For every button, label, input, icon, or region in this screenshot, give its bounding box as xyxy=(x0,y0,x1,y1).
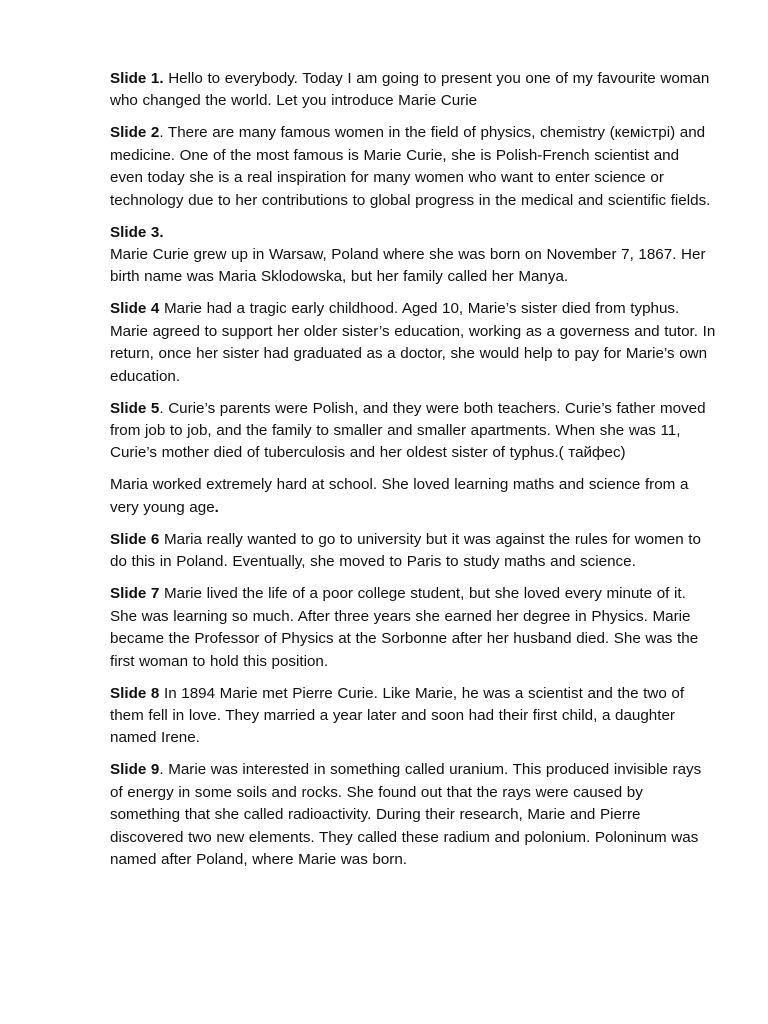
paragraph-text: Maria worked extremely hard at school. She loved learning maths and science from a very young age xyxy=(110,476,689,516)
paragraph-slide-5 xyxy=(110,398,716,465)
paragraph-slide-4 xyxy=(110,298,716,388)
slide-label: Slide 8 xyxy=(110,684,160,702)
paragraph-text: Marie lived the life of a poor college student, but she loved every minute of it. She was learning so much. After three years she earned her degree in Physics. Marie became the Professor of Physics at the Sorbonne after her husband died. She was the first woman to hold this position. xyxy=(110,585,699,670)
paragraph-text: . There are many famous women in the field of physics, chemistry (кемістрі) and medicine. One of the most famous is Marie Curie, she is Polish-French scientist and even today she is a real inspiration for many women who want to enter science or technology due to her contributions to global progress in the medical and scientific fields. xyxy=(110,124,711,209)
slide-label: Slide 1. xyxy=(110,70,164,87)
paragraph-slide-6 xyxy=(110,529,716,574)
paragraph-text: Marie had a tragic early childhood. Aged 10, Marie’s sister died from typhus. Marie agreed to support her older sister’s education, working as a governess and tutor. In return, once her sister had graduated as a doctor, she would help to pay for Marie’s own education. xyxy=(110,300,716,385)
paragraph-slide-9 xyxy=(110,759,716,871)
slide-label: Slide 6 xyxy=(110,530,160,548)
paragraph-text: Hello to everybody. Today I am going to present you one of my favourite woman who changed the world. Let you introduce Marie Curie xyxy=(110,70,710,110)
paragraph-text: Maria really wanted to go to university but it was against the rules for women to do this in Poland. Eventually, she moved to Paris to study maths and science. xyxy=(110,530,701,571)
paragraph-text: Marie Curie grew up in Warsaw, Poland where she was born on November 7, 1867. Her birth name was Maria Sklodowska, but her family called her Manya. xyxy=(110,246,706,286)
paragraph-maria-school xyxy=(110,474,716,519)
slide-label: Slide 2 xyxy=(110,124,160,142)
paragraph-slide-3 xyxy=(110,222,716,289)
slide-label: Slide 5 xyxy=(110,399,160,417)
slide-label: Slide 7 xyxy=(110,585,160,603)
paragraph-slide-7 xyxy=(110,583,716,673)
paragraph-slide-1 xyxy=(110,68,716,113)
slide-label: Slide 4 xyxy=(110,300,160,318)
paragraph-text: . Curie’s parents were Polish, and they were both teachers. Curie’s father moved from job to job, and the family to smaller and smaller apartments. When she was 11, Curie’s mother died of tuberculosis and her oldest sister of typhus.( тайфес) xyxy=(110,399,706,462)
slide-label: Slide 9 xyxy=(110,761,160,779)
paragraph-text: In 1894 Marie met Pierre Curie. Like Marie, he was a scientist and the two of them fell in love. They married a year later and soon had their first child, a daughter named Irene. xyxy=(110,684,685,747)
paragraph-slide-8 xyxy=(110,683,716,750)
paragraph-slide-2 xyxy=(110,122,716,212)
slide-label: Slide 3. xyxy=(110,223,164,241)
trailing-period: . xyxy=(214,498,219,516)
paragraph-text: . Marie was interested in something called uranium. This produced invisible rays of energy in some soils and rocks. She found out that the rays were caused by something that she called radioactivity. During their research, Marie and Pierre discovered two new elements. They called these radium and polonium. Poloninum was named after Poland, where Marie was born. xyxy=(110,761,702,868)
